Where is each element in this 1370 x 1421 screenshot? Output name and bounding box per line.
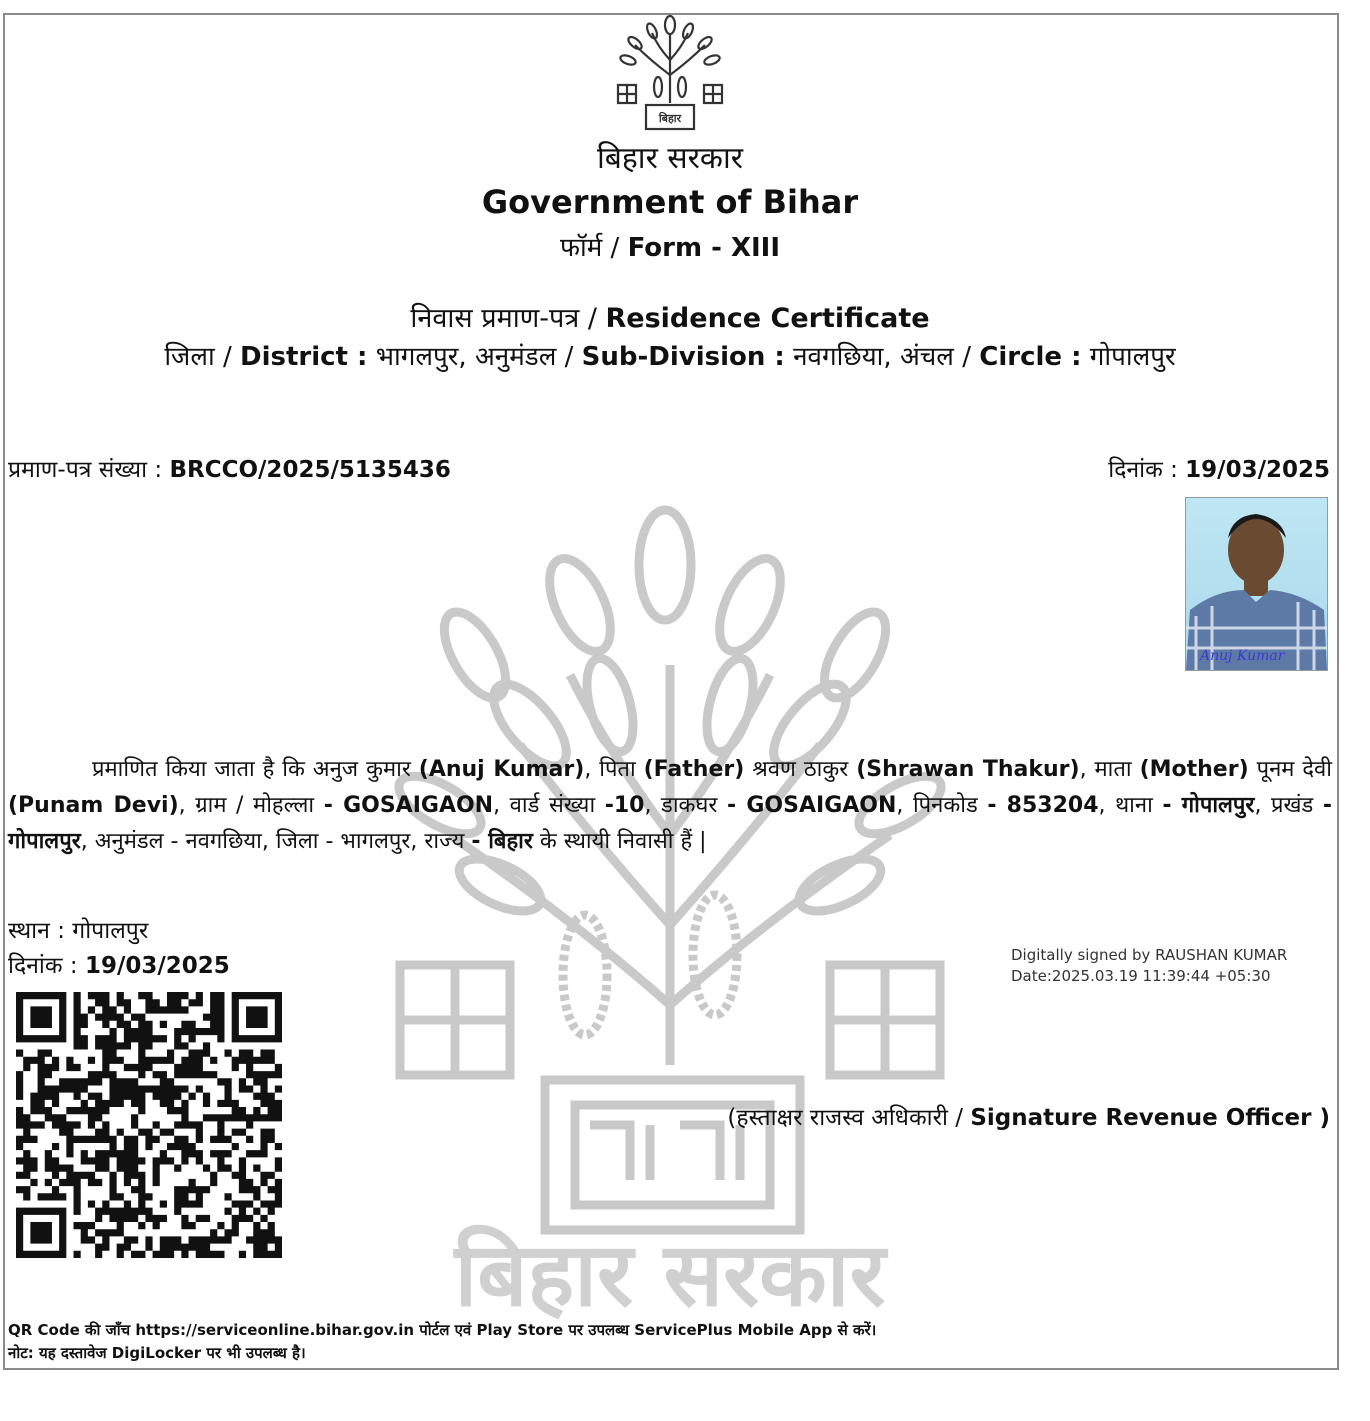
body-mother-en: (Punam Devi) [8, 793, 179, 818]
place-value: गोपालपुर [72, 918, 149, 944]
body-text: , पिता [584, 757, 644, 782]
body-text: , वार्ड संख्या [493, 793, 605, 818]
signature-caption [727, 1100, 1330, 1132]
district-label-hi: जिला [164, 342, 215, 372]
certificate-date-value: 19/03/2025 [1185, 457, 1330, 483]
certificate-date [1108, 452, 1330, 484]
body-father-label: (Father) [643, 757, 745, 782]
title-hindi: निवास प्रमाण-पत्र [410, 303, 580, 334]
qr-modules [16, 992, 282, 1258]
subdivision-value: नवगछिया, [793, 342, 892, 372]
issue-date-line [8, 948, 230, 980]
applicant-photo [1185, 497, 1328, 671]
body-ward: -10 [604, 793, 645, 818]
verification-qr-code[interactable] [16, 992, 286, 1258]
person-silhouette-icon [1186, 498, 1327, 670]
body-mother-label: (Mother) [1139, 757, 1249, 782]
issue-date-label: दिनांक : [8, 953, 78, 979]
watermark-text: बिहार सरकार [454, 1223, 886, 1325]
body-text: , पिनकोड [896, 793, 988, 818]
emblem-text: बिहार [658, 112, 682, 125]
title-english: Residence Certificate [605, 303, 930, 334]
qr-verification-note: QR Code की जाँच https://serviceonline.bihar.gov.in पोर्टल एवं Play Store पर उपलब्ध ServicePlus Mobile App से करें। [8, 1321, 877, 1339]
gov-english: Government of Bihar [481, 183, 859, 221]
digital-signature-line2: Date:2025.03.19 11:39:44 +05:30 [1011, 967, 1271, 985]
certificate-number-label: प्रमाण-पत्र संख्या : [8, 457, 163, 483]
certificate-number-value: BRCCO/2025/5135436 [169, 457, 451, 483]
bihar-emblem-logo [610, 15, 730, 133]
body-text: , प्रखंड [1254, 793, 1323, 818]
body-pincode: - 853204 [987, 793, 1099, 818]
jurisdiction-line: जिला / District : भागलपुर, अनुमंडल / Sub-Division : नवगछिया, अंचल / Circle : गोपालपुर [164, 342, 1176, 372]
body-text: श्रवण ठाकुर [744, 757, 857, 782]
digital-signature-line1: Digitally signed by RAUSHAN KUMAR [1011, 946, 1288, 964]
form-line: फॉर्म / Form - XIII [559, 233, 781, 263]
gov-hindi: बिहार सरकार [596, 141, 744, 176]
body-state: - बिहार [471, 829, 533, 854]
digilocker-note: नोट: यह दस्तावेज DigiLocker पर भी उपलब्ध है। [8, 1344, 306, 1362]
signature-english: Signature Revenue Officer ) [970, 1105, 1330, 1131]
circle-label-en: Circle : [979, 342, 1082, 372]
body-post-office: - GOSAIGAON [727, 793, 897, 818]
bihar-emblem-watermark [380, 505, 970, 1325]
body-police-station: - गोपालपुर [1162, 793, 1255, 818]
body-text: , माता [1079, 757, 1140, 782]
form-english: Form - XIII [627, 233, 781, 263]
body-block: - गोपालपुर [8, 793, 1333, 854]
district-value: भागलपुर, [375, 342, 467, 372]
body-text: प्रमाणित किया जाता है कि अनुज कुमार [92, 757, 419, 782]
body-text: , थाना [1098, 793, 1163, 818]
body-text: के स्थायी निवासी हैं | [532, 829, 707, 854]
body-village: - GOSAIGAON [323, 793, 494, 818]
issue-date-value: 19/03/2025 [84, 953, 230, 979]
place-line [8, 913, 148, 945]
district-label-en: District : [240, 342, 368, 372]
body-father-en: (Shrawan Thakur) [856, 757, 1080, 782]
body-text: , डाकघर [644, 793, 727, 818]
subdivision-label-en: Sub-Division : [581, 342, 785, 372]
certificate-title: निवास प्रमाण-पत्र / Residence Certificate [410, 303, 930, 334]
certificate-body [8, 752, 1332, 860]
place-label: स्थान : [8, 918, 65, 944]
photo-signature: Anuj Kumar [1200, 648, 1285, 664]
circle-value: गोपालपुर [1089, 342, 1176, 372]
subdivision-label-hi: अनुमंडल [474, 342, 557, 372]
body-name-en: (Anuj Kumar) [418, 757, 585, 782]
circle-label-hi: अंचल [899, 342, 954, 372]
body-text: , अनुमंडल - नवगछिया, जिला - भागलपुर, राज्य [80, 829, 472, 854]
body-text: पूनम देवी [1248, 757, 1332, 782]
signature-hindi: (हस्ताक्षर राजस्व अधिकारी / [727, 1105, 963, 1131]
body-text: , ग्राम / मोहल्ला [178, 793, 324, 818]
form-hindi: फॉर्म [559, 233, 603, 263]
certificate-number [8, 452, 451, 484]
certificate-date-label: दिनांक : [1108, 457, 1178, 483]
